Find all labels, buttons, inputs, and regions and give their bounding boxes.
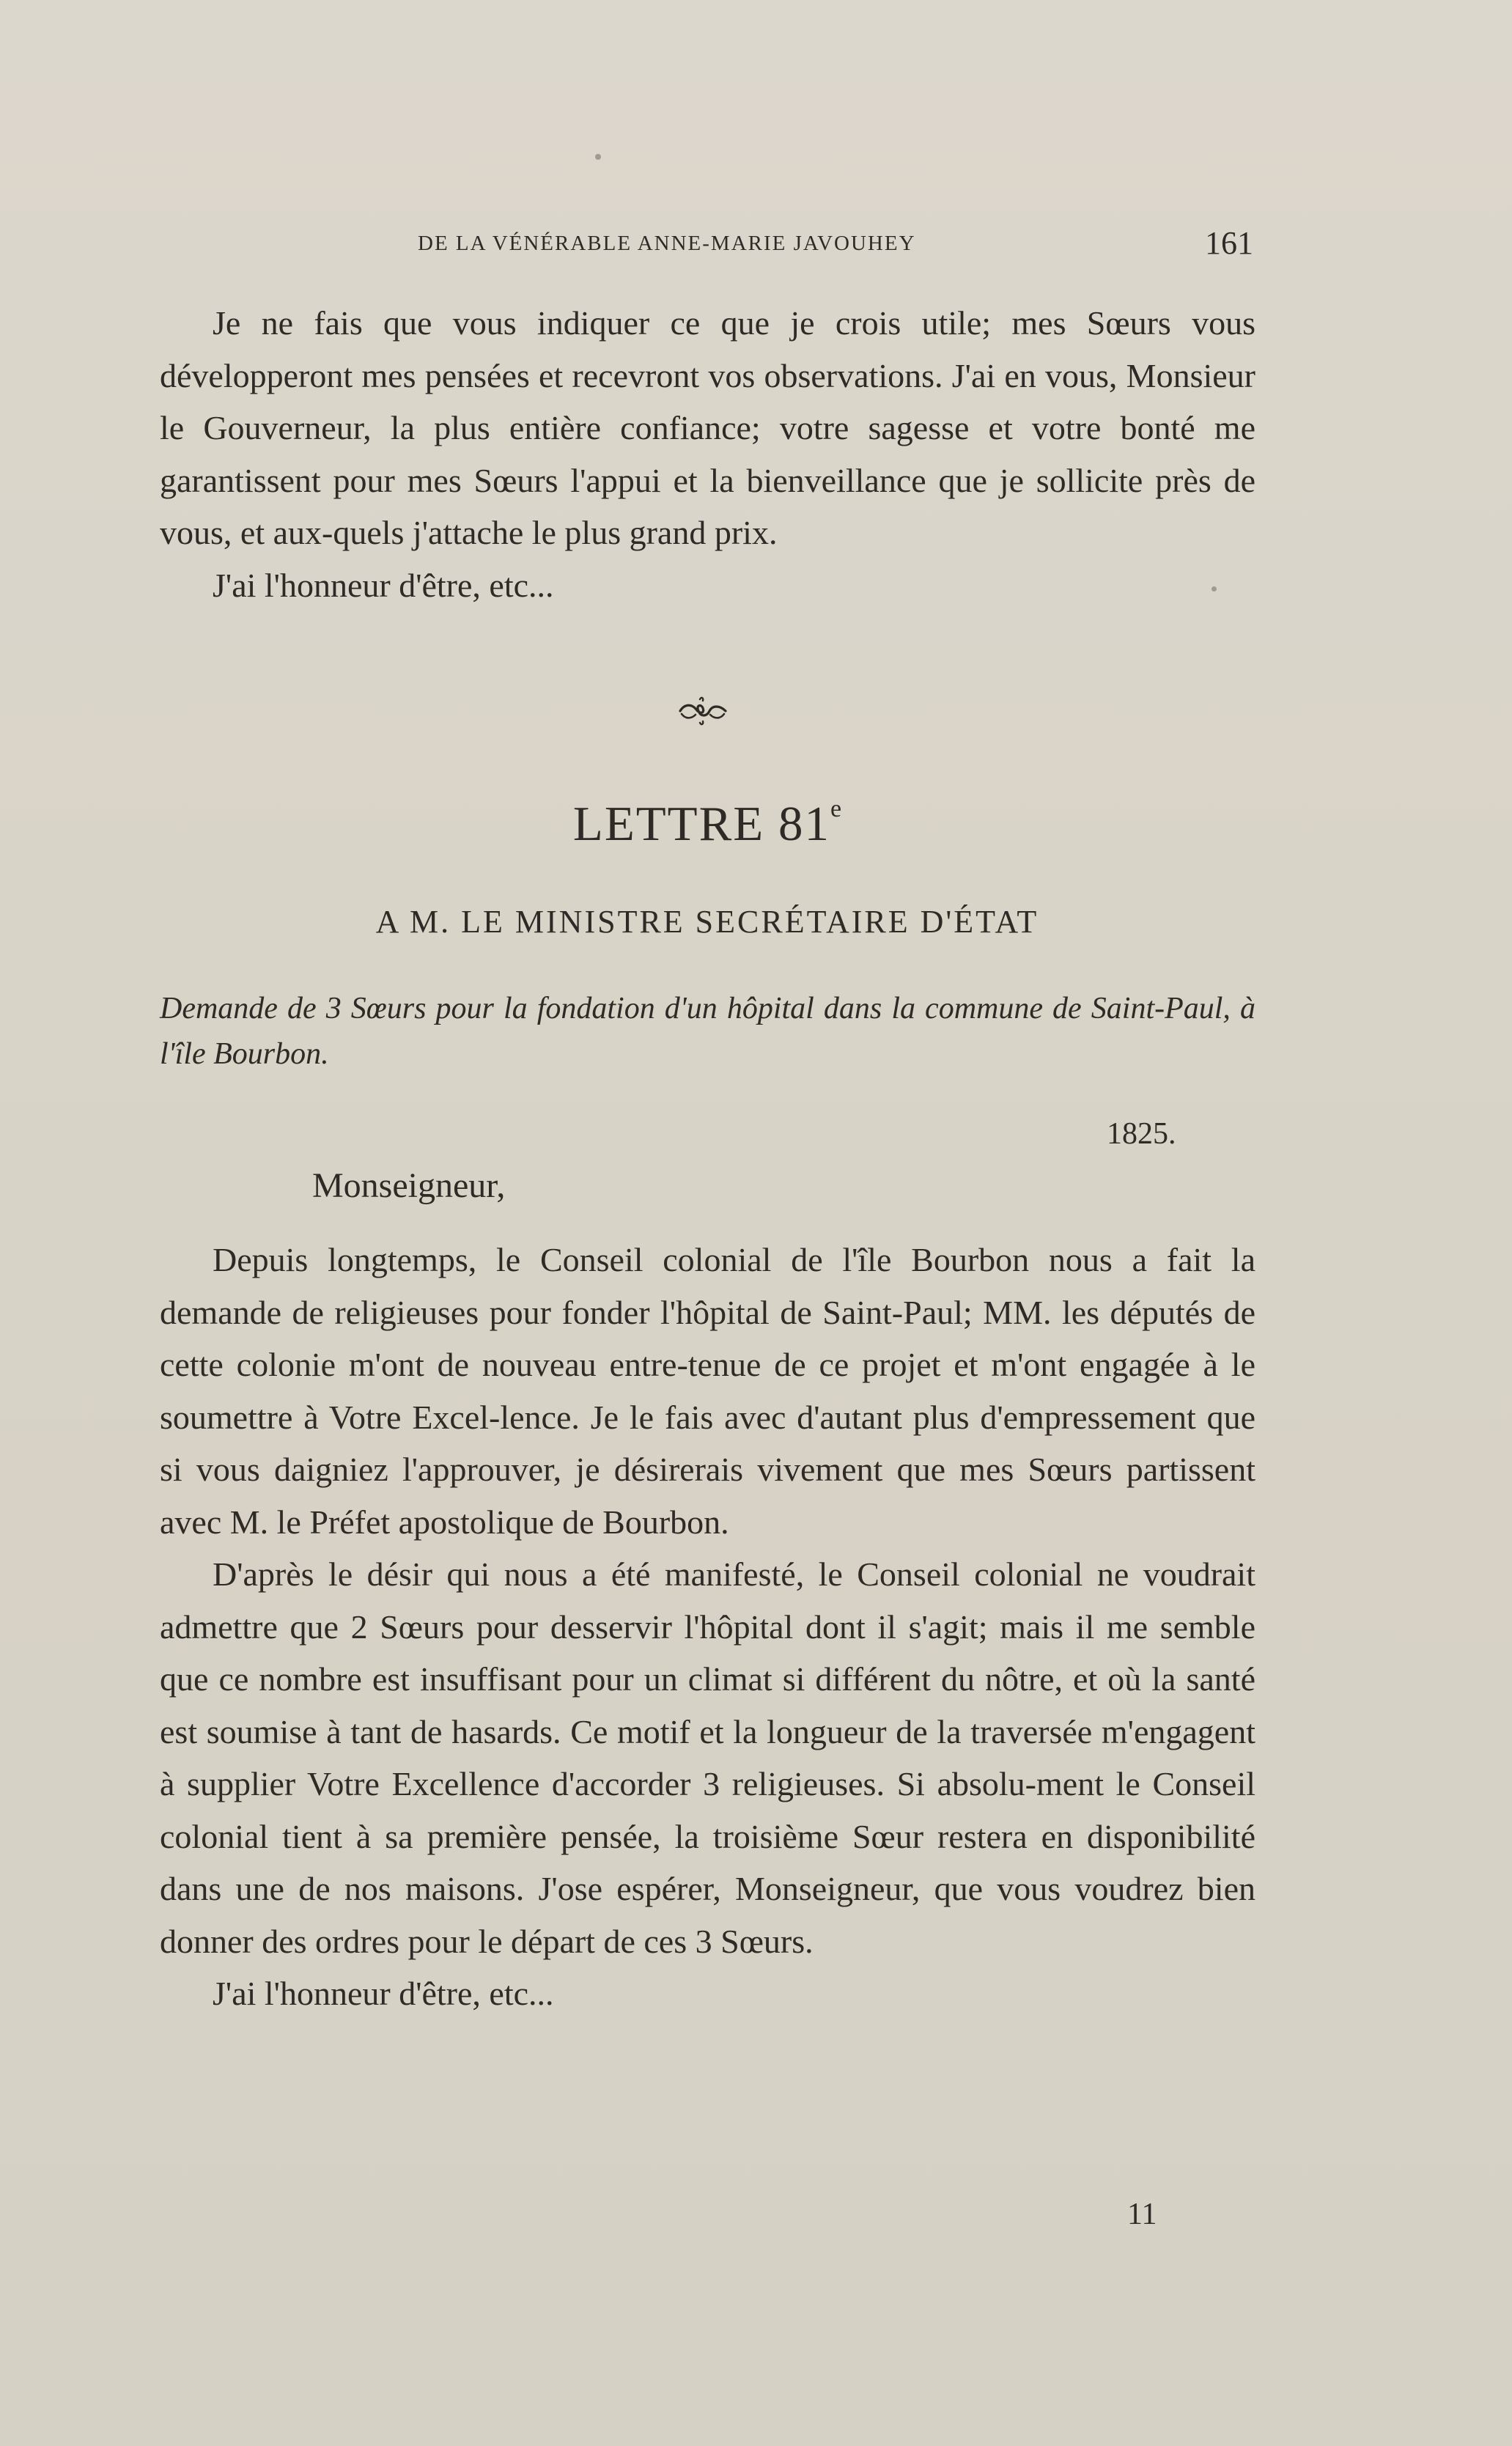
letter-title-superscript: e: [830, 795, 842, 822]
letter-date: 1825.: [1107, 1117, 1176, 1151]
flourish-ornament: [677, 695, 729, 727]
paragraph: Depuis longtemps, le Conseil colonial de l'île Bourbon nous a fait la demande de religieuses pour fonder l'hôpital de Saint-Paul; MM. les députés de cette colonie m'ont de nouveau entre-tenue de ce projet et m'ont engagée à le soumettre à Votre Excel-lence. Je le fais avec d'autant plus d'empressement que si vous daigniez l'approuver, je désirerais vivement que mes Sœurs partissent avec M. le Préfet apostolique de Bourbon.: [160, 1241, 1255, 1541]
letter-summary: Demande de 3 Sœurs pour la fondation d'un hôpital dans la commune de Saint-Paul, à l'île Bourbon.: [160, 992, 1255, 1071]
running-head: DE LA VÉNÉRABLE ANNE-MARIE JAVOUHEY: [418, 232, 916, 255]
closing-formula: J'ai l'honneur d'être, etc...: [213, 566, 554, 604]
page-speck: [595, 154, 601, 160]
previous-letter-ending: [160, 297, 1255, 611]
signature-mark: 11: [1127, 2198, 1157, 2231]
letter-title: [0, 795, 1415, 852]
page-header: [161, 225, 1253, 268]
paragraph: Je ne fais que vous indiquer ce que je crois utile; mes Sœurs vous développeront mes pensées et recevront vos observations. J'ai en vous, Monsieur le Gouverneur, la plus entière confiance; votre sagesse et votre bonté me garantissent pour mes Sœurs l'appui et la bienveillance que je sollicite près de vous, et aux-quels j'attache le plus grand prix.: [160, 304, 1255, 551]
closing-formula: J'ai l'honneur d'être, etc...: [213, 1975, 554, 2012]
letter-body: [160, 1234, 1255, 2020]
letter-title-text: LETTRE 81: [572, 797, 830, 851]
letter-recipient: A M. LE MINISTRE SECRÉTAIRE D'ÉTAT: [375, 904, 1039, 940]
page-number: 161: [1205, 225, 1253, 261]
paragraph: D'après le désir qui nous a été manifesté, le Conseil colonial ne voudrait admettre que 2 Sœurs pour desservir l'hôpital dont il s'agit; mais il me semble que ce nombre est insuffisant pour un climat si différent du nôtre, et où la santé est soumise à tant de hasards. Ce motif et la longueur de la traversée m'engagent à supplier Votre Excellence d'accorder 3 religieuses. Si absolu-ment le Conseil colonial tient à sa première pensée, la troisième Sœur restera en disponibilité dans une de nos maisons. J'ose espérer, Monseigneur, que vous voudrez bien donner des ordres pour le départ de ces 3 Sœurs.: [160, 1555, 1255, 1960]
salutation: Monseigneur,: [312, 1166, 506, 1205]
